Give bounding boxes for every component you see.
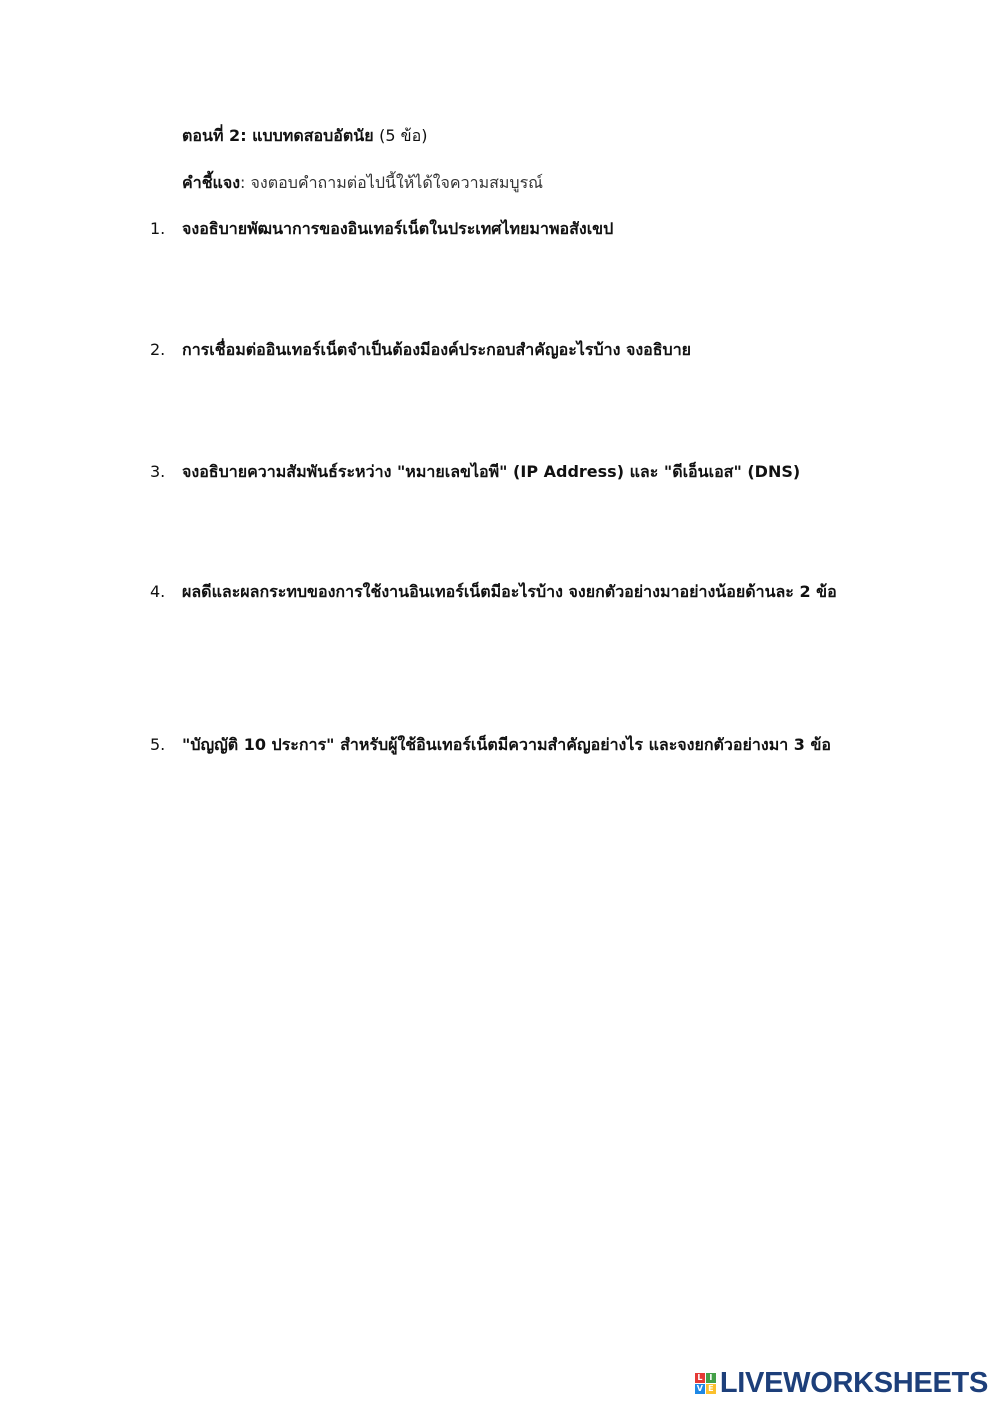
question-text: การเชื่อมต่ออินเทอร์เน็ตจำเป็นต้องมีองค์ประกอบสำคัญอะไรบ้าง จงอธิบาย xyxy=(182,340,692,359)
logo-letter: E xyxy=(706,1384,716,1394)
question-text: ผลดีและผลกระทบของการใช้งานอินเทอร์เน็ตมีอะไรบ้าง จงยกตัวอย่างมาอย่างน้อยด้านละ 2 ข้อ xyxy=(182,582,837,601)
logo-letter: V xyxy=(696,1384,703,1393)
question-text: จงอธิบายพัฒนาการของอินเทอร์เน็ตในประเทศไทยมาพอสังเขป xyxy=(182,219,614,238)
brand-name: LIVEWORKSHEETS xyxy=(719,1367,988,1399)
question-number: 3. xyxy=(150,462,166,481)
section-title xyxy=(182,124,427,149)
question-number: 2. xyxy=(150,340,166,359)
instruction-text: : จงตอบคำถามต่อไปนี้ให้ได้ใจความสมบูรณ์ xyxy=(240,173,544,192)
logo-letter: L xyxy=(695,1373,705,1383)
question-number: 4. xyxy=(150,582,166,601)
question-item xyxy=(150,729,885,761)
question-item xyxy=(150,213,885,245)
question-item xyxy=(150,576,885,608)
section-title-text: ตอนที่ 2: แบบทดสอบอัตนัย xyxy=(182,126,374,145)
question-number: 1. xyxy=(150,219,166,238)
question-item xyxy=(150,334,885,366)
liveworksheets-logo-icon xyxy=(695,1373,716,1394)
liveworksheets-brand[interactable] xyxy=(695,1367,988,1400)
logo-letter: I xyxy=(706,1373,716,1383)
question-text: จงอธิบายความสัมพันธ์ระหว่าง "หมายเลขไอพี" (IP Address) และ "ดีเอ็นเอส" (DNS) xyxy=(182,462,801,481)
question-item xyxy=(150,456,885,488)
instruction xyxy=(182,171,543,196)
question-text: "บัญญัติ 10 ประการ" สำหรับผู้ใช้อินเทอร์เน็ตมีความสำคัญอย่างไร และจงยกตัวอย่างมา 3 ข้อ xyxy=(182,735,832,754)
question-count: (5 ข้อ) xyxy=(379,126,428,145)
question-number: 5. xyxy=(150,735,166,754)
instruction-label: คำชี้แจง xyxy=(182,173,241,192)
